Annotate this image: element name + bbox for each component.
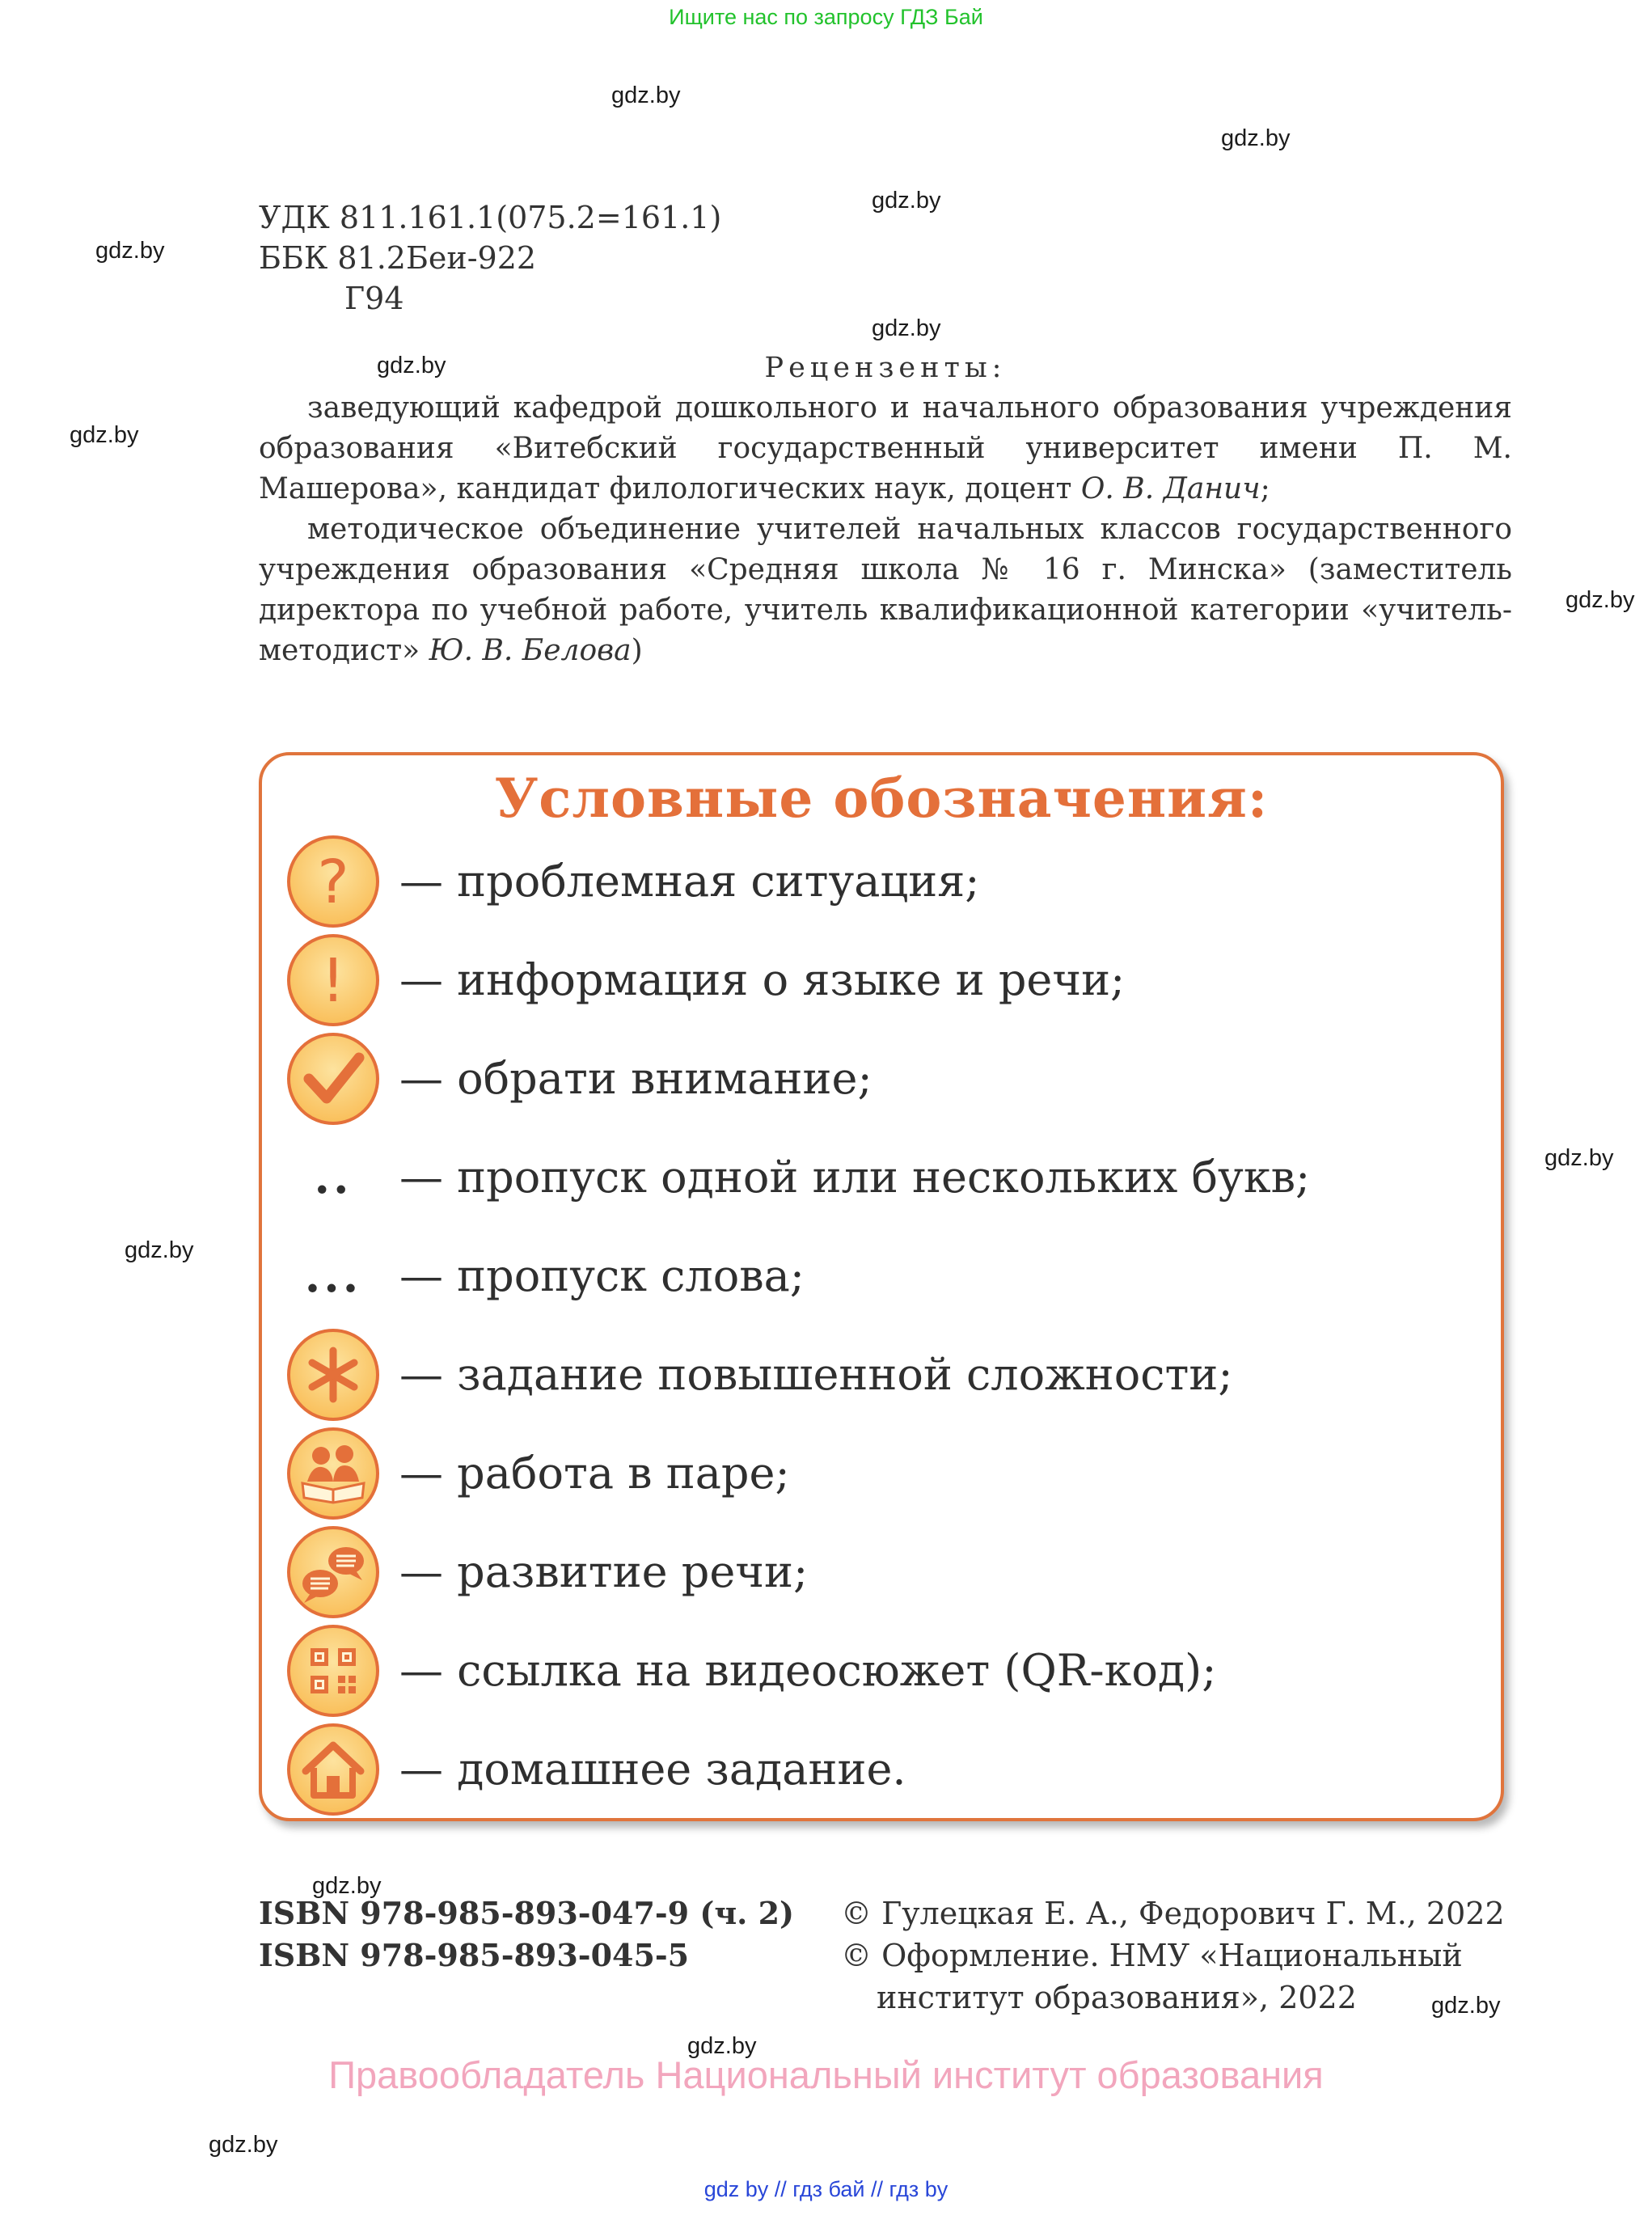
reviewers-block	[259, 388, 1512, 671]
author-mark: Г94	[344, 281, 404, 316]
watermark: gdz.by	[872, 188, 941, 214]
legend-item	[285, 1524, 1481, 1621]
watermark: gdz.by	[872, 315, 941, 341]
udk-code: УДК 811.161.1(075.2=161.1)	[259, 200, 722, 235]
legend-item	[285, 833, 1481, 930]
pair-work-icon	[285, 1425, 382, 1522]
legend-item	[285, 1228, 1481, 1325]
isbn-general: ISBN 978-985-893-045-5	[259, 1937, 690, 1973]
reviewer-2-text: методическое объединение учителей начальных классов государственного учреждения образования «Средняя школа № 16 г. Минска» (заместитель директора по учебной работе, учитель квалификационной категории «учитель-методист»	[259, 513, 1512, 667]
legend-item	[285, 1721, 1481, 1818]
checkmark-icon	[285, 1030, 382, 1127]
legend-item-label: — информация о языке и речи;	[399, 954, 1126, 1005]
watermark: gdz.by	[125, 1237, 194, 1263]
reviewer-1-name: О. В. Данич	[1080, 472, 1261, 505]
isbn-part-2: ISBN 978-985-893-047-9 (ч. 2)	[259, 1895, 795, 1931]
legend-item-label: — развитие речи;	[399, 1546, 809, 1597]
reviewers-title: Рецензенты:	[764, 352, 1007, 384]
rights-holder-notice: Правообладатель Национальный институт образования	[328, 2053, 1324, 2096]
svg-text:?: ?	[317, 848, 349, 917]
legend-item-label: — проблемная ситуация;	[399, 856, 980, 907]
watermark: gdz.by	[1544, 1145, 1614, 1171]
speech-icon	[285, 1524, 382, 1621]
legend-item	[285, 1326, 1481, 1423]
legend-item	[285, 1425, 1481, 1522]
home-icon	[285, 1721, 382, 1818]
watermark: gdz.by	[1431, 1993, 1501, 2019]
watermark: gdz.by	[1565, 587, 1635, 613]
reviewer-1-text: заведующий кафедрой дошкольного и начального образования учреждения образования «Витебский государственный университет имени П. М. Машерова», кандидат филологических наук, доцент	[259, 391, 1512, 505]
two-dots-symbol: ..	[314, 1151, 353, 1204]
legend-title: Условные обозначения:	[494, 767, 1269, 830]
reviewer-1	[259, 388, 1512, 509]
legend-item-label: — домашнее задание.	[399, 1744, 906, 1795]
watermark: gdz.by	[70, 422, 139, 448]
top-banner[interactable]: Ищите нас по запросу ГДЗ Бай	[669, 5, 983, 29]
copyright-block	[841, 1892, 1505, 2019]
qr-code-icon	[285, 1622, 382, 1719]
legend-item	[285, 1129, 1481, 1226]
reviewer-2-name: Ю. В. Белова	[429, 634, 632, 667]
bibliographic-codes	[259, 197, 721, 319]
bottom-links[interactable]: gdz by // гдз бай // гдз by	[703, 2177, 949, 2201]
watermark: gdz.by	[611, 82, 681, 108]
legend-item-label: — пропуск одной или нескольких букв;	[399, 1152, 1311, 1203]
legend-box	[259, 752, 1504, 1821]
three-dots-symbol: ...	[304, 1249, 362, 1303]
legend-item-label: — задание повышенной сложности;	[399, 1349, 1233, 1400]
legend-item-label: — обрати внимание;	[399, 1053, 872, 1104]
copyright-design-cont: институт образования», 2022	[877, 1980, 1357, 2015]
asterisk-icon	[285, 1326, 382, 1423]
watermark: gdz.by	[209, 2132, 278, 2158]
legend-item	[285, 1622, 1481, 1719]
reviewer-2-end: )	[631, 634, 643, 667]
question-icon	[285, 833, 382, 930]
svg-text:!: !	[321, 946, 345, 1016]
watermark: gdz.by	[95, 238, 165, 264]
watermark: gdz.by	[312, 1873, 382, 1899]
reviewer-1-end: ;	[1260, 472, 1270, 505]
legend-item-label: — пропуск слова;	[399, 1250, 805, 1301]
legend-item-label: — работа в паре;	[399, 1448, 790, 1499]
isbn-block	[259, 1892, 794, 1977]
reviewer-2	[259, 509, 1512, 671]
watermark: gdz.by	[1221, 125, 1291, 151]
copyright-design: © Оформление. НМУ «Национальный	[841, 1938, 1463, 1973]
legend-item-label: — ссылка на видеосюжет (QR-код);	[399, 1645, 1217, 1696]
legend-item	[285, 932, 1481, 1029]
legend-item	[285, 1030, 1481, 1127]
watermark: gdz.by	[687, 2033, 757, 2059]
copyright-authors: © Гулецкая Е. А., Федорович Г. М., 2022	[841, 1896, 1505, 1931]
bbk-code: ББК 81.2Беи-922	[259, 240, 537, 276]
watermark: gdz.by	[377, 353, 446, 378]
exclamation-icon	[285, 932, 382, 1029]
